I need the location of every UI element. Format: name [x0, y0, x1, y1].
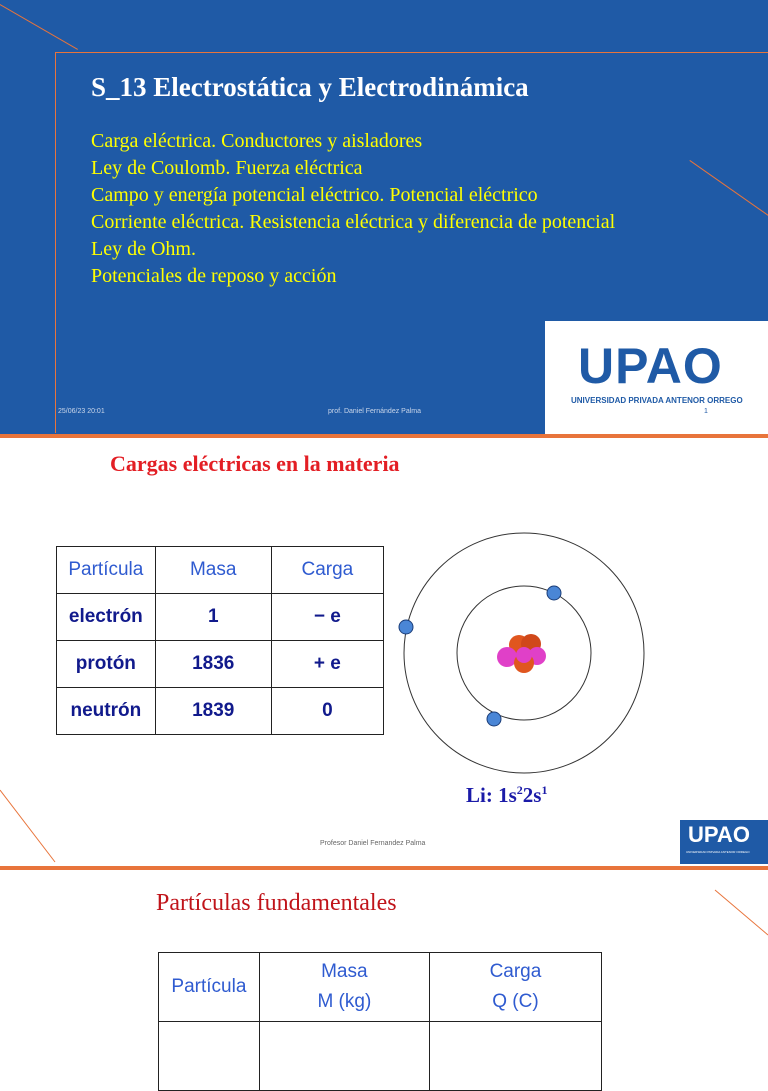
proton-sphere: [528, 647, 546, 665]
table-cell: [159, 1022, 260, 1091]
column-header: Partícula: [57, 547, 156, 594]
proton-sphere: [516, 647, 532, 663]
column-header: Carga: [271, 547, 383, 594]
table-cell: + e: [271, 641, 383, 688]
upao-logo: UPAO: [578, 338, 723, 394]
slide-footer: Profesor Daniel Fernandez Palma: [320, 840, 426, 847]
electron-configuration: [466, 783, 547, 808]
table-header-row: [159, 953, 602, 1022]
slide-title: S_13 Electrostática y Electrodinámica: [91, 72, 529, 102]
table-cell: electrón: [57, 594, 156, 641]
particle-table: [56, 546, 384, 735]
table-cell: 1839: [155, 688, 271, 735]
topic-list: [91, 128, 651, 290]
table-cell: 1836: [155, 641, 271, 688]
table-cell: [429, 1022, 601, 1091]
outer-orbit: [404, 533, 644, 773]
fundamental-particles-table: [158, 952, 602, 1091]
table-cell: 0: [271, 688, 383, 735]
slide-title: Partículas fundamentales: [156, 890, 397, 916]
topic-item: Ley de Ohm.: [91, 238, 196, 260]
topic-item: Potenciales de reposo y acción: [91, 265, 337, 287]
slide-divider: [0, 866, 768, 870]
neutron-sphere: [509, 635, 529, 655]
decorative-line: [715, 890, 768, 935]
column-header: Carga Q (C): [429, 953, 601, 1022]
electron-dot: [547, 586, 561, 600]
table-row: [159, 1022, 602, 1091]
table-cell: − e: [271, 594, 383, 641]
page-number: 1: [704, 408, 708, 415]
upao-logo: UPAO: [688, 822, 750, 847]
slide-date: 25/06/23 20:01: [58, 408, 105, 415]
table-header-row: [57, 547, 384, 594]
table-cell: 1: [155, 594, 271, 641]
slide-author: prof. Daniel Fernández Palma: [328, 408, 421, 415]
neutron-sphere: [521, 634, 541, 654]
electron-dot: [399, 620, 413, 634]
topic-item: Corriente eléctrica. Resistencia eléctrica y diferencia de potencial: [91, 211, 616, 233]
neutron-sphere: [514, 653, 534, 673]
slide-divider: [0, 434, 768, 438]
inner-orbit: [457, 586, 591, 720]
column-header: Masa M (kg): [259, 953, 429, 1022]
formula-superscript: 1: [541, 783, 548, 797]
table-row: [57, 641, 384, 688]
slide-1: [0, 0, 768, 434]
slide-title: Cargas eléctricas en la materia: [110, 451, 400, 476]
topic-item: Carga eléctrica. Conductores y aisladores: [91, 130, 423, 152]
electron-dot: [487, 712, 501, 726]
formula-superscript: 2: [516, 783, 523, 797]
proton-sphere: [497, 647, 517, 667]
formula-text: Li: 1s: [466, 783, 517, 807]
table-cell: neutrón: [57, 688, 156, 735]
logo-subtitle: UNIVERSIDAD PRIVADA ANTENOR ORREGO: [571, 396, 743, 405]
column-header: Masa: [155, 547, 271, 594]
decorative-line: [0, 4, 78, 50]
decorative-line: [0, 790, 55, 862]
topic-item: Campo y energía potencial eléctrico. Potencial eléctrico: [91, 184, 538, 206]
column-header: Partícula: [159, 953, 260, 1022]
table-row: [57, 594, 384, 641]
formula-text: 2s: [522, 783, 542, 807]
logo-subtitle: UNIVERSIDAD PRIVADA ANTENOR ORREGO: [686, 850, 750, 854]
topic-item: Ley de Coulomb. Fuerza eléctrica: [91, 157, 363, 179]
table-cell: [259, 1022, 429, 1091]
table-cell: protón: [57, 641, 156, 688]
table-row: [57, 688, 384, 735]
